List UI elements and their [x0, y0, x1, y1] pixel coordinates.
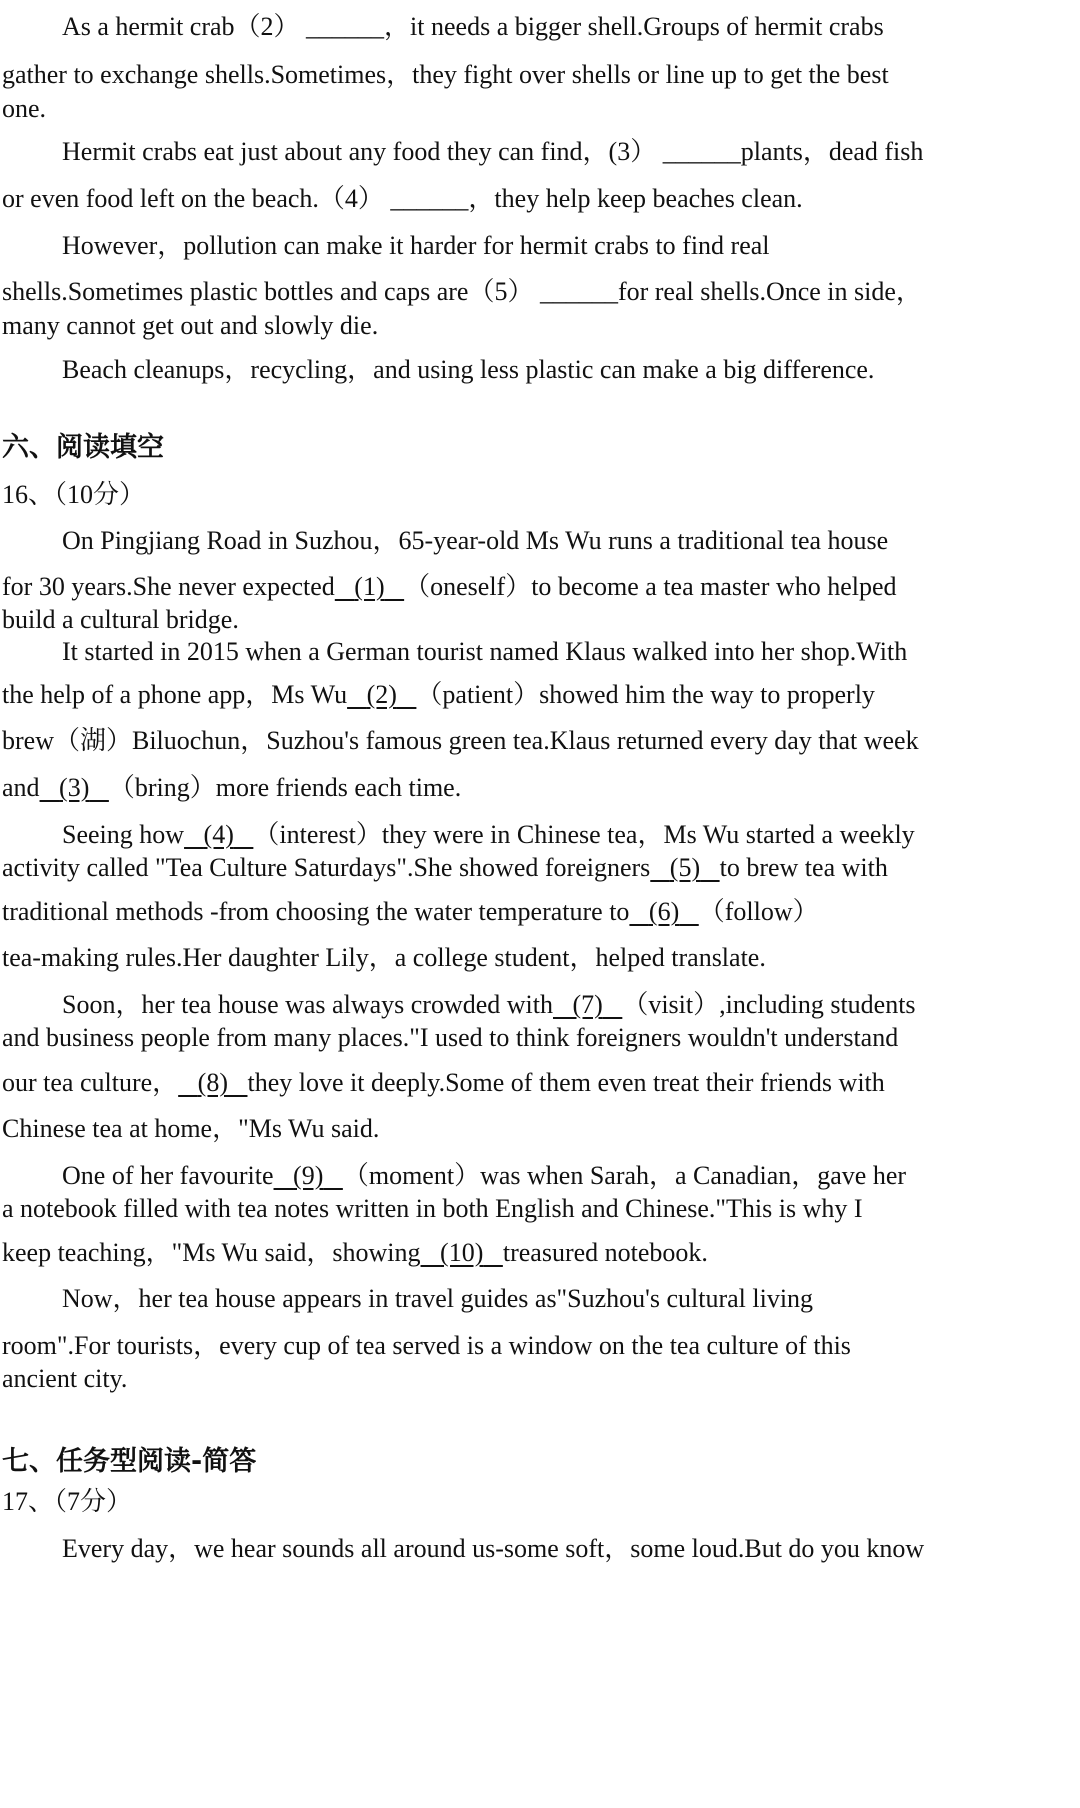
section-7-title: 七、任务型阅读-简答	[2, 1446, 257, 1477]
blank-5[interactable]: (5)	[669, 853, 701, 882]
question-17-number: 17、（7分）	[2, 1487, 133, 1516]
passage-a-line-1: As a hermit crab（2） ______，it needs a bigger shell.Groups of hermit crabs	[62, 12, 884, 41]
s6-p2-line-1: It started in 2015 when a German tourist named Klaus walked into her shop.With	[62, 637, 908, 666]
blank-7[interactable]: (7)	[572, 990, 603, 1019]
blank-1[interactable]: (1)	[354, 572, 385, 601]
blank-10[interactable]: (10)	[440, 1238, 484, 1267]
s6-p5-line-1: One of her favourite (9) （moment）was when Sarah，a Canadian，gave her	[62, 1161, 907, 1190]
s6-p4-line-4: Chinese tea at home，"Ms Wu said.	[2, 1114, 380, 1143]
blank-2[interactable]: (2)	[366, 680, 397, 709]
s6-p2-line-2: the help of a phone app，Ms Wu (2) （patient）showed him the way to properly	[2, 680, 875, 709]
passage-a-line-8: many cannot get out and slowly die.	[2, 311, 379, 340]
blank-4[interactable]: (4)	[203, 820, 234, 849]
s6-p3-line-1: Seeing how (4) （interest）they were in Chinese tea，Ms Wu started a weekly	[62, 820, 915, 849]
section-6-title: 六、阅读填空	[2, 432, 164, 463]
s6-p2-line-4: and (3) （bring）more friends each time.	[2, 773, 462, 802]
passage-a-line-4: Hermit crabs eat just about any food they can find，(3） ______plants，dead fish	[62, 137, 924, 166]
s6-p5-line-2: a notebook filled with tea notes written in both English and Chinese."This is why I	[2, 1194, 863, 1223]
passage-a-line-5: or even food left on the beach.（4） ______，they help keep beaches clean.	[2, 184, 803, 213]
blank-6[interactable]: (6)	[648, 897, 680, 926]
s6-p1-line-2: for 30 years.She never expected (1) （oneself）to become a tea master who helped	[2, 572, 897, 601]
blank-9[interactable]: (9)	[293, 1161, 324, 1190]
question-16-number: 16、（10分）	[2, 480, 146, 509]
passage-a-line-2: gather to exchange shells.Sometimes，they fight over shells or line up to get the best	[2, 60, 889, 89]
s6-p3-line-2: activity called "Tea Culture Saturdays".She showed foreigners (5) to brew tea with	[2, 853, 888, 882]
s6-p1-line-3: build a cultural bridge.	[2, 605, 239, 634]
passage-a-line-3: one.	[2, 94, 47, 123]
s6-p4-line-1: Soon，her tea house was always crowded with (7) （visit）,including students	[62, 990, 916, 1019]
passage-a-line-9: Beach cleanups，recycling，and using less plastic can make a big difference.	[62, 355, 875, 384]
s7-line-1: Every day，we hear sounds all around us-some soft，some loud.But do you know	[62, 1534, 925, 1563]
passage-a-line-6: However，pollution can make it harder for hermit crabs to find real	[62, 231, 770, 260]
s6-p6-line-2: room".For tourists，every cup of tea served is a window on the tea culture of this	[2, 1331, 851, 1360]
s6-p3-line-4: tea-making rules.Her daughter Lily，a college student，helped translate.	[2, 943, 766, 972]
blank-8[interactable]: (8)	[197, 1068, 228, 1097]
blank-3[interactable]: (3)	[59, 773, 90, 802]
s6-p6-line-1: Now，her tea house appears in travel guides as"Suzhou's cultural living	[62, 1284, 814, 1313]
s6-p4-line-3: our tea culture， (8) they love it deeply.Some of them even treat their friends with	[2, 1068, 885, 1097]
s6-p2-line-3: brew（湖）Biluochun，Suzhou's famous green tea.Klaus returned every day that week	[2, 726, 919, 755]
s6-p6-line-3: ancient city.	[2, 1364, 128, 1393]
s6-p5-line-3: keep teaching，"Ms Wu said，showing (10) treasured notebook.	[2, 1238, 708, 1267]
s6-p3-line-3: traditional methods -from choosing the water temperature to (6) （follow）	[2, 897, 819, 926]
passage-a-line-7: shells.Sometimes plastic bottles and caps are（5） ______for real shells.Once in side，	[2, 277, 922, 306]
s6-p1-line-1: On Pingjiang Road in Suzhou，65-year-old Ms Wu runs a traditional tea house	[62, 526, 889, 555]
s6-p4-line-2: and business people from many places."I used to think foreigners wouldn't understand	[2, 1023, 899, 1052]
